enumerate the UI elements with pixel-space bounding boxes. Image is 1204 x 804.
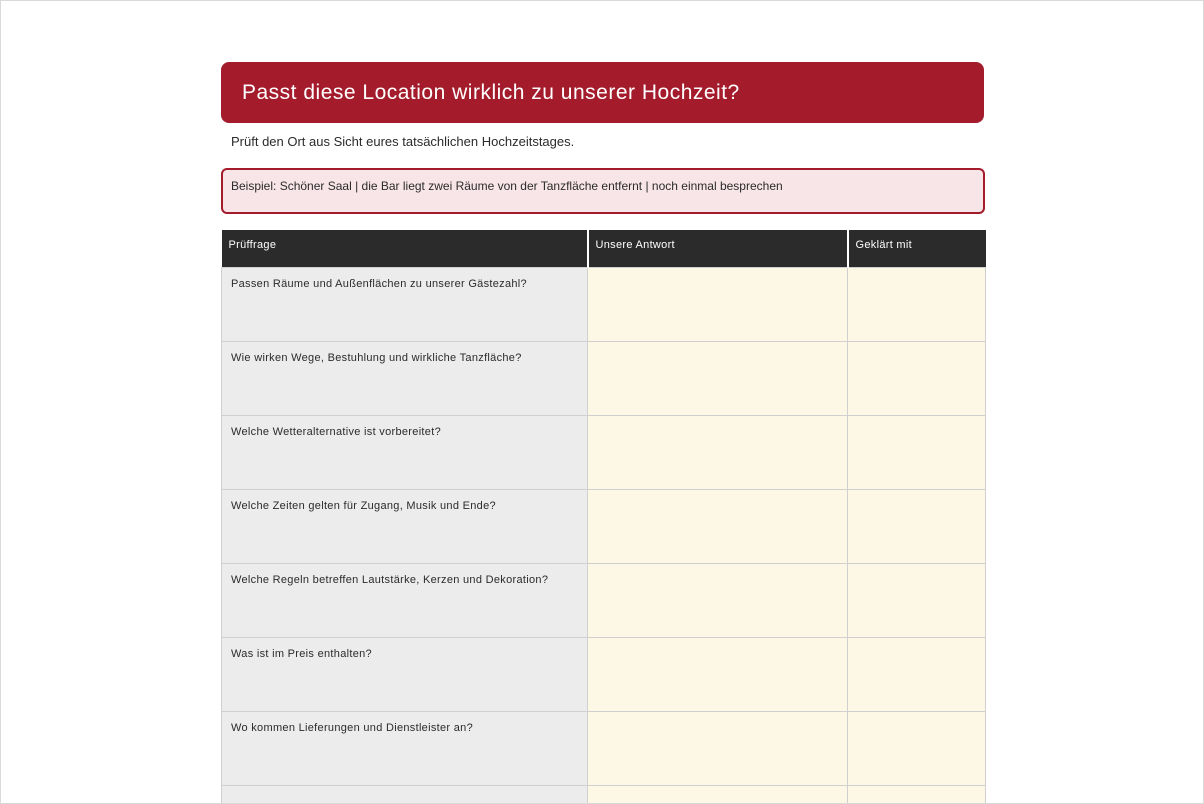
- table-header-row: [222, 230, 986, 267]
- page-title: Passt diese Location wirklich zu unserer Hochzeit?: [242, 80, 740, 104]
- cleared-with-cell[interactable]: [848, 341, 986, 415]
- question-cell: [222, 785, 588, 804]
- table-row: [222, 341, 986, 415]
- cleared-with-cell[interactable]: [848, 711, 986, 785]
- table-row: [222, 415, 986, 489]
- question-cell: Was ist im Preis enthalten?: [222, 637, 588, 711]
- cleared-with-cell[interactable]: [848, 637, 986, 711]
- table-row: [222, 637, 986, 711]
- column-header-answer: Unsere Antwort: [588, 230, 848, 267]
- cleared-with-cell[interactable]: [848, 415, 986, 489]
- answer-cell[interactable]: [588, 711, 848, 785]
- answer-cell[interactable]: [588, 637, 848, 711]
- question-cell: Wie wirken Wege, Bestuhlung und wirkliche Tanzfläche?: [222, 341, 588, 415]
- answer-cell[interactable]: [588, 563, 848, 637]
- answer-cell[interactable]: [588, 489, 848, 563]
- cleared-with-cell[interactable]: [848, 785, 986, 804]
- checklist-table: [221, 230, 986, 804]
- answer-cell[interactable]: [588, 341, 848, 415]
- answer-cell[interactable]: [588, 785, 848, 804]
- question-cell: Welche Zeiten gelten für Zugang, Musik und Ende?: [222, 489, 588, 563]
- example-callout: Beispiel: Schöner Saal | die Bar liegt zwei Räume von der Tanzfläche entfernt | noch einmal besprechen: [221, 168, 985, 214]
- title-banner: [221, 62, 984, 123]
- answer-cell[interactable]: [588, 267, 848, 341]
- page-subtitle: Prüft den Ort aus Sicht eures tatsächlichen Hochzeitstages.: [231, 134, 575, 149]
- cleared-with-cell[interactable]: [848, 563, 986, 637]
- answer-cell[interactable]: [588, 415, 848, 489]
- column-header-question: Prüffrage: [222, 230, 588, 267]
- table-row: [222, 489, 986, 563]
- table-row: [222, 785, 986, 804]
- column-header-cleared-with: Geklärt mit: [848, 230, 986, 267]
- table-row: [222, 563, 986, 637]
- table-row: [222, 267, 986, 341]
- cleared-with-cell[interactable]: [848, 267, 986, 341]
- question-cell: Passen Räume und Außenflächen zu unserer Gästezahl?: [222, 267, 588, 341]
- cleared-with-cell[interactable]: [848, 489, 986, 563]
- question-cell: Wo kommen Lieferungen und Dienstleister an?: [222, 711, 588, 785]
- question-cell: Welche Wetteralternative ist vorbereitet?: [222, 415, 588, 489]
- question-cell: Welche Regeln betreffen Lautstärke, Kerzen und Dekoration?: [222, 563, 588, 637]
- table-row: [222, 711, 986, 785]
